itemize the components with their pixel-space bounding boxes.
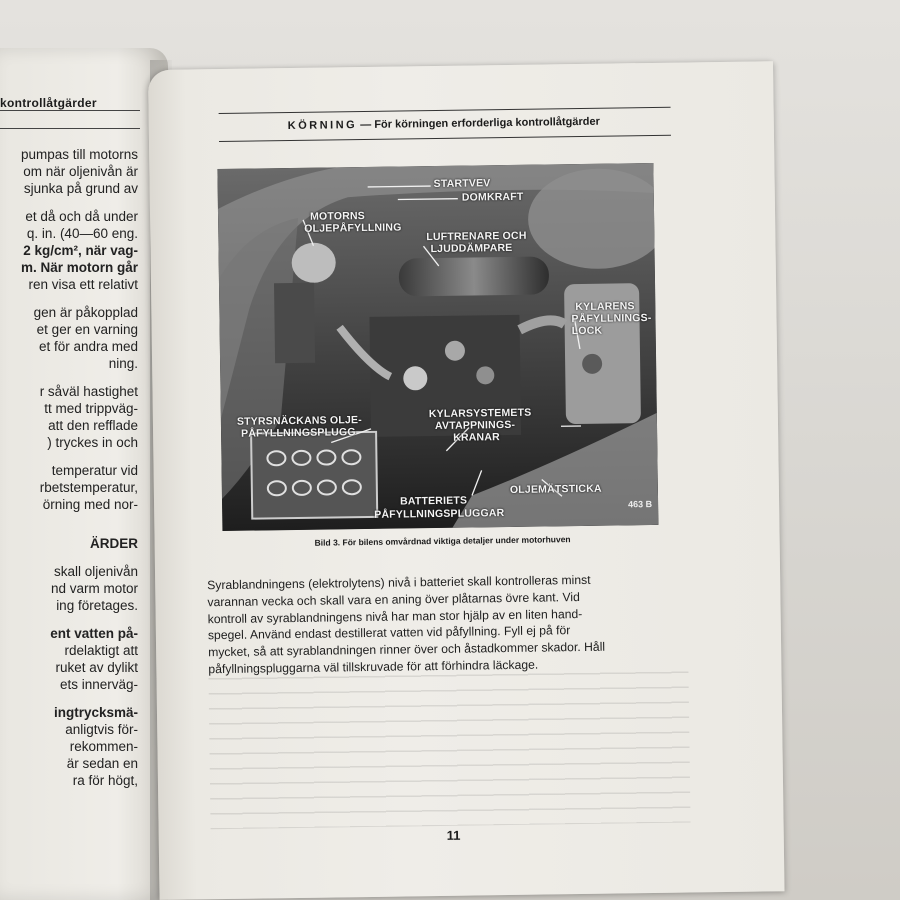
left-page-line [0, 451, 138, 462]
left-page-line: ÄRDER [89, 536, 138, 551]
left-page-line: tt med trippväg- [44, 401, 138, 416]
label-luftrenare: LUFTRENARE OCH [426, 229, 527, 244]
left-page-line: är sedan en [66, 756, 138, 771]
left-page-line: sjunka på grund av [23, 181, 138, 196]
label-oljepafyllning: OLJEPÅFYLLNING [304, 221, 402, 235]
engine-photo [217, 163, 658, 531]
body-line: Syrablandningens (elektrolytens) nivå i batteriet skall kontrolleras minst [207, 572, 591, 593]
label-domkraft: DOMKRAFT [461, 190, 524, 204]
label-lock: LOCK [571, 324, 603, 338]
left-page-line: temperatur vid [51, 463, 138, 478]
label-motorns: MOTORNS [309, 209, 366, 223]
left-page-line: ra för högt, [72, 773, 138, 788]
label-pafyllningsplugg: PÅFYLLNINGSPLUGG [241, 426, 356, 440]
left-page-line: ) tryckes in och [47, 435, 138, 450]
left-page-line: ingtrycksmä- [53, 705, 138, 720]
left-page-line: ing företages. [56, 598, 138, 613]
left-page-line: pumpas till motorns [20, 147, 138, 162]
label-batteriets: BATTERIETS [399, 494, 468, 508]
right-page [148, 61, 785, 900]
left-page-line [0, 197, 138, 208]
left-page-line: ent vatten på- [50, 626, 138, 641]
left-page-line: et ger en varning [36, 322, 138, 337]
label-pafyllnings: PÅFYLLNINGS- [571, 311, 652, 326]
left-page-line: ets innerväg- [59, 677, 138, 692]
left-page-line: q. in. (40—60 eng. [26, 226, 138, 241]
left-page-line: att den refflade [48, 418, 138, 433]
left-page-line: ning. [108, 356, 138, 371]
engine-photo-illustration [217, 163, 658, 531]
header-rule-top [219, 107, 671, 114]
header-rule-bottom [219, 135, 671, 142]
left-page-line: örning med nor- [42, 497, 138, 512]
label-ljuddampare: LJUDDÄMPARE [430, 241, 513, 256]
left-page-line: nd varm motor [50, 581, 138, 596]
label-oljematsticka: OLJEMÄTSTICKA [509, 482, 602, 496]
left-page-line [0, 372, 138, 383]
page-header [219, 115, 669, 133]
left-page-line [0, 293, 138, 304]
left-page-line: om när oljenivån är [23, 164, 138, 179]
left-page-line: rdelaktigt att [64, 643, 138, 658]
body-line: spegel. Använd endast destillerat vatten vid påfyllning. Fyll ej på för [207, 623, 571, 643]
label-pafyllningspluggar: PÅFYLLNINGSPLUGGAR [374, 507, 505, 521]
left-page-text [0, 146, 138, 789]
left-page-line: et då och då under [25, 209, 138, 224]
body-line: mycket, så att syrablandningen rinner över och åstadkommer skador. Håll [208, 639, 606, 660]
body-line: varannan vecka och skall vara en aning över plåtarnas övre kant. Vid [207, 589, 580, 610]
body-line: kontroll av syrablandningens nivå har man stor hjälp av en liten hand- [207, 606, 583, 626]
left-page-line: gen är påkopplad [33, 305, 138, 320]
label-startvev: STARTVEV [433, 177, 491, 191]
left-header-rule-top [0, 110, 140, 111]
label-kylarsystemets: KYLARSYSTEMETS [428, 406, 532, 421]
left-page-line [0, 513, 138, 524]
photo-code: 463 B [628, 499, 653, 510]
label-kranar: KRANAR [453, 431, 500, 444]
left-page-line [0, 524, 138, 535]
left-header-rule-bottom [0, 128, 140, 129]
left-page-header: kontrollåtgärder [0, 96, 97, 110]
left-page-line: et för andra med [38, 339, 138, 354]
label-kylarens: KYLARENS [575, 300, 635, 314]
left-page-line: ruket av dylikt [55, 660, 138, 675]
show-through-text [208, 663, 690, 830]
body-paragraph [207, 571, 688, 678]
left-page-line [0, 614, 138, 625]
left-page-line: 2 kg/cm², när vag- [23, 243, 138, 258]
left-page-line: r såväl hastighet [39, 384, 138, 399]
left-page-line: rbetstemperatur, [39, 480, 138, 495]
left-page-line: rekommen- [69, 739, 138, 754]
left-page-line: m. När motorn går [20, 260, 138, 275]
body-line: påfyllningspluggarna väl tillskruvade för att förhindra läckage. [208, 657, 539, 677]
label-avtappnings: AVTAPPNINGS- [434, 418, 516, 433]
label-styrsnackans: STYRSNÄCKANS OLJE- [236, 414, 362, 428]
page-number: 11 [446, 827, 461, 843]
left-page-line: ren visa ett relativt [28, 277, 138, 292]
left-page [0, 48, 168, 900]
left-page-line [0, 552, 138, 563]
left-page-line [0, 693, 138, 704]
section-subtitle: — För körningen erforderliga kontrollåtgärder [360, 115, 600, 132]
left-page-line: skall oljenivån [53, 564, 138, 579]
figure-caption: Bild 3. För bilens omvårdnad viktiga detaljer under motorhuven [314, 534, 571, 548]
left-page-line: anligtvis för- [65, 722, 138, 737]
section-title: KÖRNING [287, 119, 358, 133]
